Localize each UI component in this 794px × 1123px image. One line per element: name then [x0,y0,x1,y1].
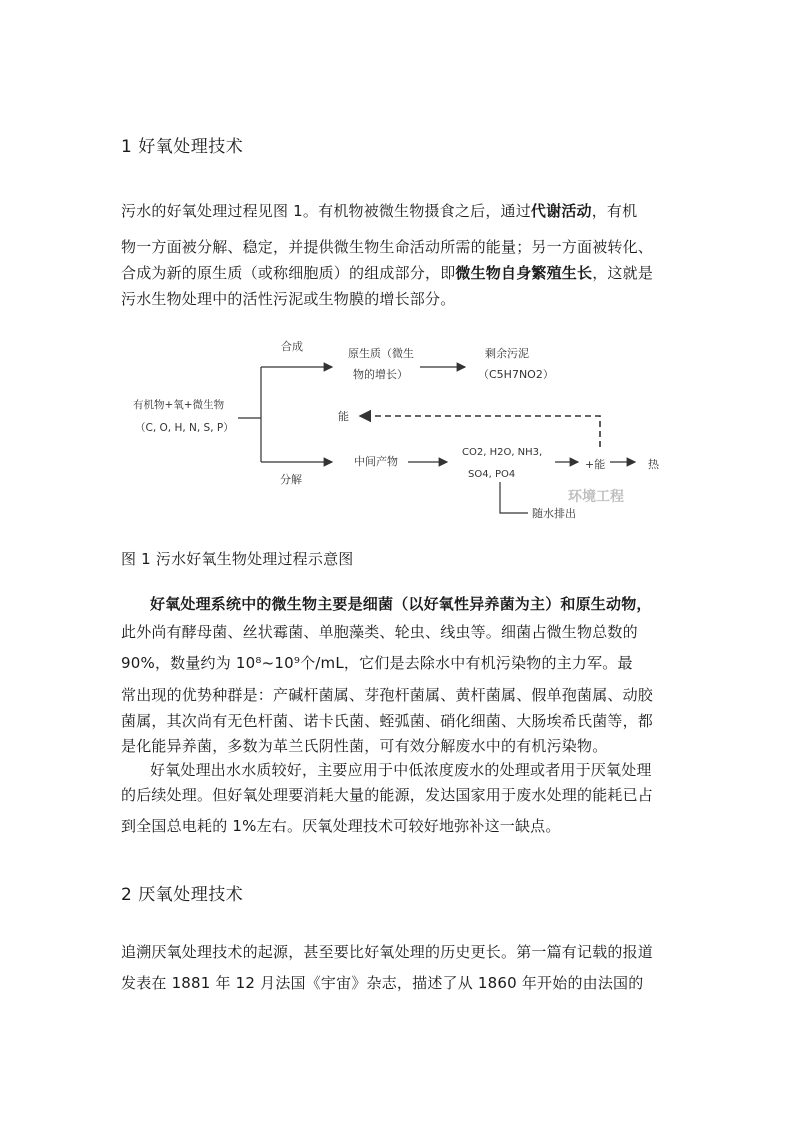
figure-caption: 图 1 污水好氧生物处理过程示意图 [121,550,354,568]
intro-line-2: 物一方面被分解、稳定，并提供微生物生命活动所需的能量；另一方面被转化、 [121,238,654,256]
para2-line-5: 菌属，其次尚有无色杆菌、诺卡氏菌、蛭弧菌、硝化细菌、大肠埃希氏菌等，都 [121,712,654,730]
intro-line-1 [121,200,637,221]
label-heat: 热 [648,458,659,471]
label-organic-matter: 有机物+氧+微生物 [133,399,225,411]
label-elements: （C, O, H, N, S, P） [135,422,234,434]
para3-line-2: 的后续处理。但好氧处理要消耗大量的能源，发达国家用于废水处理的能耗已占 [121,786,654,804]
label-products-2: SO4, PO4 [468,469,516,480]
label-energy-right: +能 [585,458,606,471]
para2-line-3: 90%，数量约为 10⁸~10⁹个/mL，它们是去除水中有机污染物的主力军。最 [121,654,633,672]
para2-line-2: 此外尚有酵母菌、丝状霉菌、单胞藻类、轮虫、线虫等。细菌占微生物总数的 [121,623,638,641]
label-synthesis: 合成 [281,340,303,353]
label-discharge: 随水排出 [532,507,576,520]
line-discharge [500,482,528,513]
label-products-1: CO2, H2O, NH3, [462,447,543,458]
section-heading-anaerobic: 2 厌氧处理技术 [121,885,244,905]
label-protoplasm-2: 物的增长） [353,368,408,381]
section-heading-aerobic: 1 好氧处理技术 [121,137,244,157]
intro-text: ，这就是 [592,264,654,282]
intro-text: ，有机 [591,202,638,220]
para2-line-4: 常出现的优势种群是：产碱杆菌属、芽孢杆菌属、黄杆菌属、假单孢菌属、动胶 [121,686,654,704]
bold-term-metabolism: 代谢活动 [530,202,592,220]
aerobic-process-diagram [120,330,700,530]
bold-sentence-microbes: 好氧处理系统中的微生物主要是细菌（以好氧性异养菌为主）和原生动物， [150,595,652,613]
para2-line-6: 是化能异养菌，多数为革兰氏阴性菌，可有效分解废水中的有机污染物。 [121,737,608,755]
para3-line-1: 好氧处理出水水质较好，主要应用于中低浓度废水的处理或者用于厌氧处理 [150,761,652,779]
label-intermediate: 中间产物 [354,455,398,468]
watermark-text: 环境工程 [568,489,624,505]
section2-line-1: 追溯厌氧处理技术的起源，甚至要比好氧处理的历史更长。第一篇有记载的报道 [121,943,654,961]
label-sludge-formula: （C5H7NO2） [478,368,554,381]
arrow-energy-feedback [360,416,600,447]
intro-line-3 [121,262,653,283]
intro-text: 合成为新的原生质（或称细胞质）的组成部分，即 [121,264,456,282]
para3-line-3: 到全国总电耗的 1%左右。厌氧处理技术可较好地弥补这一缺点。 [121,817,561,835]
label-surplus-sludge: 剩余污泥 [485,347,529,360]
label-decomposition: 分解 [280,473,302,486]
bold-term-growth: 微生物自身繁殖生长 [455,264,593,282]
label-energy-left: 能 [338,410,349,423]
para2-line-1 [150,593,652,614]
intro-line-4: 污水生物处理中的活性污泥或生物膜的增长部分。 [121,290,456,308]
section2-line-2: 发表在 1881 年 12 月法国《宇宙》杂志，描述了从 1860 年开始的由法国的 [121,974,644,992]
intro-text: 污水的好氧处理过程见图 1。有机物被微生物摄食之后，通过 [121,202,531,220]
label-protoplasm-1: 原生质（微生 [348,347,414,360]
